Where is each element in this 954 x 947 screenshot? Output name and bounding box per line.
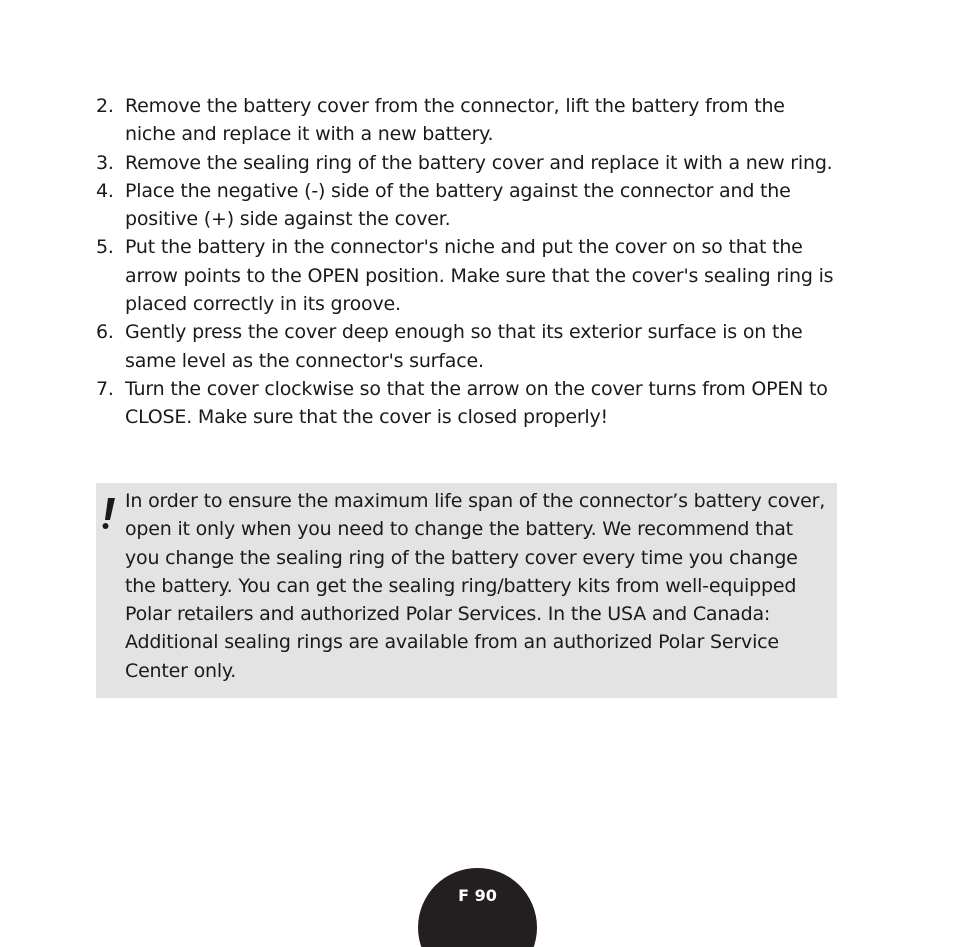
page-number-tab — [418, 868, 537, 947]
step-number: 2. — [96, 95, 114, 117]
step-item — [96, 375, 841, 432]
step-number: 5. — [96, 236, 114, 259]
step-item — [96, 177, 841, 234]
note-text: In order to ensure the maximum life span of the connector’s battery cover, open it only when you need to change the battery. We recommend that you change the sealing ring of the battery cover every time you change the battery. You can get the sealing ring/battery kits from well-equipped Polar retailers and authorized Polar Services. In the USA and Canada: Additional sealing rings are available from an authorized Polar Service Center only. — [125, 490, 826, 682]
instruction-steps — [96, 92, 841, 432]
step-item — [96, 149, 841, 177]
step-text: Gently press the cover deep enough so that its exterior surface is on the same level as the connector's surface. — [125, 321, 803, 372]
step-number: 6. — [96, 321, 114, 344]
step-number: 3. — [96, 151, 114, 174]
step-number: 7. — [96, 377, 114, 400]
step-number: 4. — [96, 179, 114, 202]
step-item — [96, 92, 841, 149]
page-number: F 90 — [458, 886, 497, 905]
note-box — [96, 483, 837, 698]
step-text: Remove the sealing ring of the battery cover and replace it with a new ring. — [125, 151, 833, 174]
step-text: Put the battery in the connector's niche and put the cover on so that the arrow points to the OPEN position. Make sure that the cover's sealing ring is placed correctly in its groove. — [125, 236, 834, 316]
step-item — [96, 318, 841, 375]
exclamation-icon — [101, 497, 117, 531]
step-text: Turn the cover clockwise so that the arrow on the cover turns from OPEN to CLOSE. Make sure that the cover is closed properly! — [125, 377, 828, 429]
step-text: Remove the battery cover from the connector, lift the battery from the niche and replace it with a new battery. — [125, 95, 785, 146]
step-text: Place the negative (-) side of the battery against the connector and the positive (+) side against the cover. — [125, 179, 791, 231]
step-item — [96, 233, 841, 318]
